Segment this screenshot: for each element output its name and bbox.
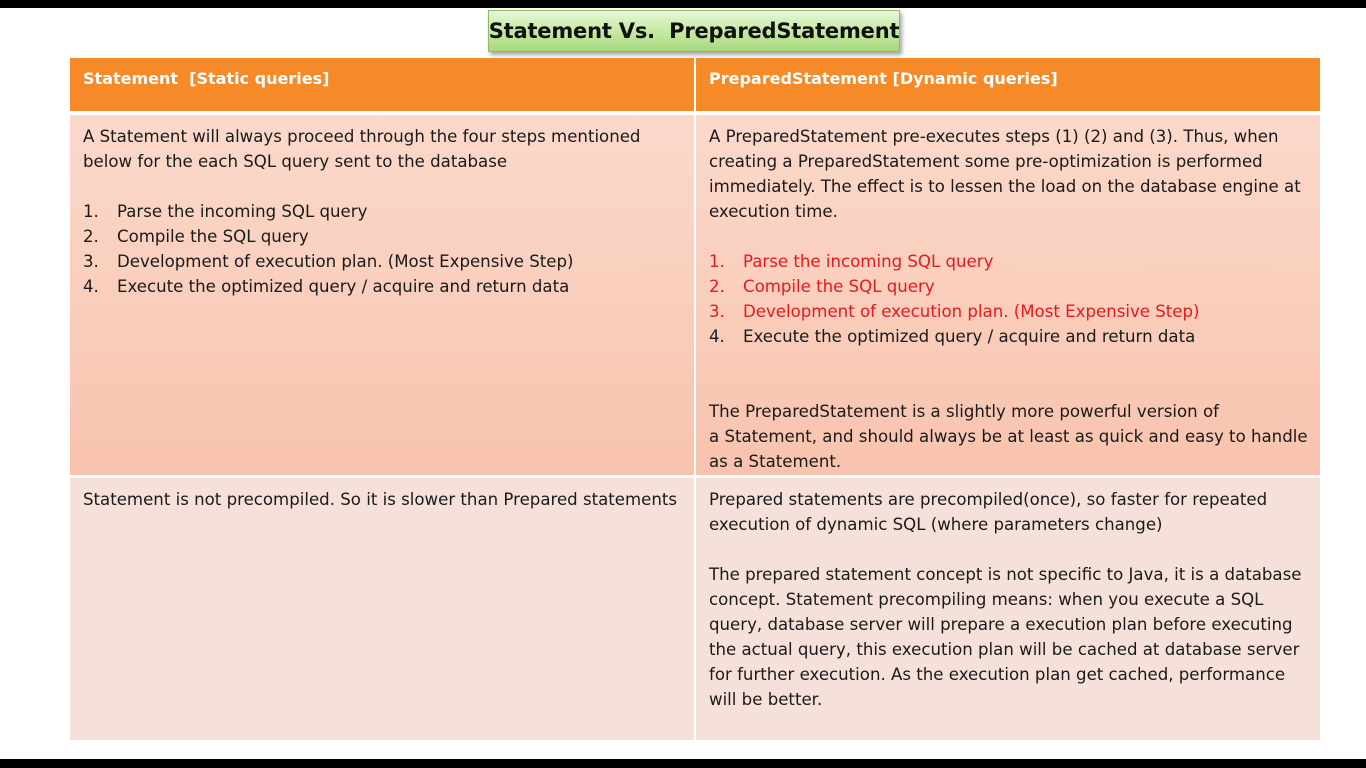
list-item: 4. Execute the optimized query / acquire and return data: [83, 277, 570, 296]
statement-precompile-text: Statement is not precompiled. So it is slower than Prepared statements: [83, 490, 678, 509]
statement-steps-cell: [70, 115, 694, 475]
prepared-precompile-text: Prepared statements are precompiled(once), so faster for repeated execution of dynamic SQL (where parameters change): [709, 490, 1268, 534]
prepared-statement-outro-line2: a Statement, and should always be at least as quick and easy to handle as a Statement.: [709, 427, 1308, 471]
prepared-statement-intro: A PreparedStatement pre-executes steps (1) (2) and (3). Thus, when creating a PreparedStatement some pre-optimization is performed immediately. The effect is to lessen the load on the database engine at execution time.: [709, 127, 1301, 221]
prepared-statement-steps-cell: [696, 115, 1320, 475]
statement-steps-list: [83, 199, 682, 299]
statement-precompile-cell: [70, 478, 694, 740]
prepared-statement-precompile-cell: [696, 478, 1320, 740]
list-item-preexecuted: 2. Compile the SQL query: [709, 277, 935, 296]
slide-title: Statement Vs. PreparedStatement: [488, 10, 900, 52]
list-item: 4. Execute the optimized query / acquire and return data: [709, 327, 1196, 346]
list-item-preexecuted: 3. Development of execution plan. (Most Expensive Step): [709, 302, 1200, 321]
statement-intro: A Statement will always proceed through the four steps mentioned below for the each SQL query sent to the database: [83, 127, 641, 171]
prepared-statement-outro-line1: The PreparedStatement is a slightly more powerful version of: [709, 402, 1219, 421]
list-item-preexecuted: 1. Parse the incoming SQL query: [709, 252, 994, 271]
slide: [0, 8, 1366, 759]
list-item: 1. Parse the incoming SQL query: [83, 202, 368, 221]
column-header-statement: Statement [Static queries]: [70, 58, 694, 111]
list-item: 2. Compile the SQL query: [83, 227, 309, 246]
prepared-concept-text: The prepared statement concept is not specific to Java, it is a database concept. Statement precompiling means: when you execute a SQL query, database server will prepare a execution plan before executing the actual query, this execution plan will be cached at database server for further execution. As the execution plan get cached, performance will be better.: [709, 565, 1302, 709]
list-item: 3. Development of execution plan. (Most Expensive Step): [83, 252, 574, 271]
prepared-statement-steps-list: [709, 249, 1308, 349]
column-header-prepared-statement: PreparedStatement [Dynamic queries]: [696, 58, 1320, 111]
